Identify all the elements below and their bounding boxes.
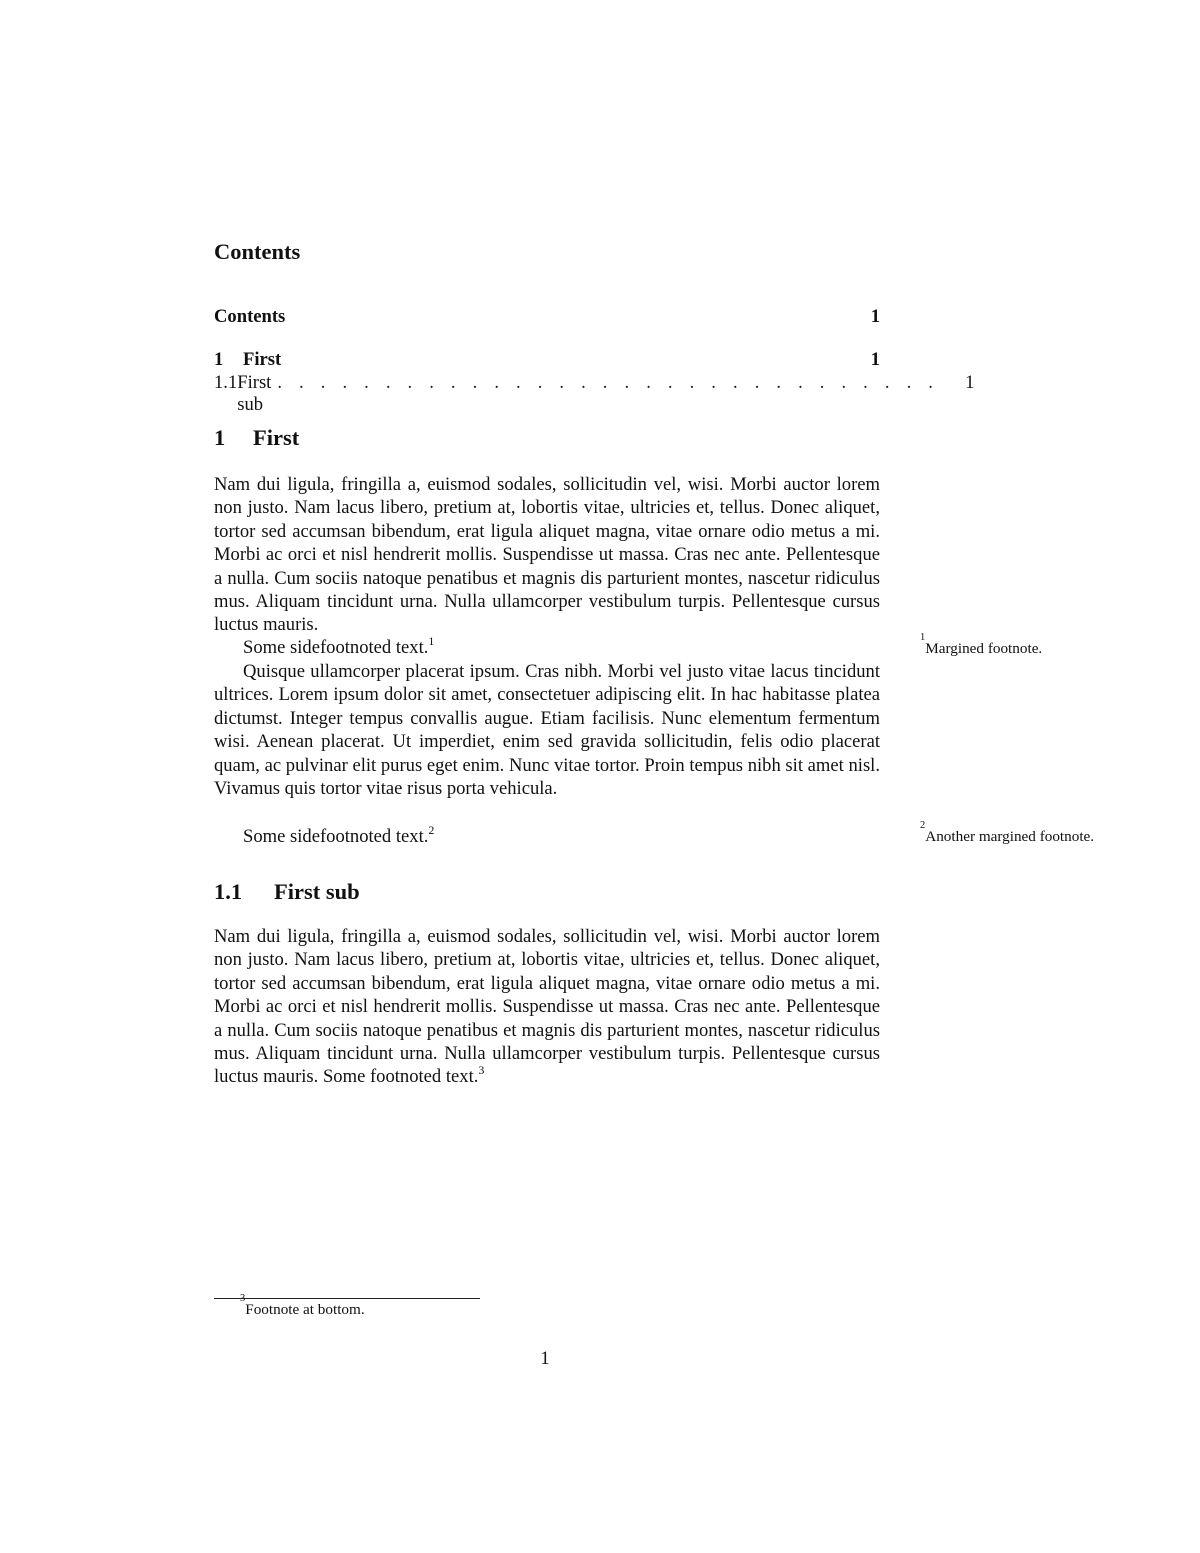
- section-heading-first: [214, 425, 299, 451]
- toc-entry-page: 1: [870, 306, 880, 327]
- paragraph-text: Nam dui ligula, fringilla a, euismod sodales, sollicitudin vel, wisi. Morbi auctor lorem non justo. Nam lacus libero, pretium at, lobortis vitae, ultricies et, tellus. Donec aliquet, tortor sed accumsan bibendum, erat ligula aliquet magna, vitae ornare odio metus a mi. Morbi ac orci et nisl hendrerit mollis. Suspendisse ut massa. Cras nec ante. Pellentesque a nulla. Cum sociis natoque penatibus et magnis dis parturient montes, nascetur ridiculus mus. Aliquam tincidunt urna. Nulla ullamcorper vestibulum turpis. Pellentesque cursus luctus mauris.: [214, 474, 880, 636]
- table-of-contents: [214, 306, 975, 415]
- paragraph: [214, 633, 880, 659]
- paragraph: [214, 660, 880, 800]
- paragraph: [214, 473, 880, 637]
- paragraph: [214, 822, 880, 848]
- sidenote-marker[interactable]: 1: [428, 633, 435, 648]
- sidenote-text: Some sidefootnoted text.: [243, 826, 429, 847]
- paragraph-text: Quisque ullamcorper placerat ipsum. Cras nibh. Morbi vel justo vitae lacus tincidunt ultrices. Lorem ipsum dolor sit amet, consectetuer adipiscing elit. In hac habitasse platea dictumst. Integer tempus convallis augue. Etiam facilisis. Nunc elementum fermentum wisi. Aenean placerat. Ut imperdiet, enim sed gravida sollicitudin, felis odio placerat quam, ac pulvinar elit purus eget enim. Nunc vitae tortor. Proin tempus nibh sit amet nisl. Vivamus quis tortor vitae risus porta vehicula.: [214, 661, 880, 800]
- contents-heading: Contents: [214, 239, 301, 264]
- page-number: 1: [540, 1348, 550, 1369]
- subsection-number: 1.1: [214, 879, 243, 904]
- toc-entry-contents[interactable]: [214, 306, 880, 330]
- footnote: [240, 1293, 365, 1319]
- sidenote-marker[interactable]: 2: [428, 822, 435, 837]
- toc-entry-number: 1.1: [214, 372, 238, 393]
- footnote-mark: 3: [240, 1293, 246, 1304]
- toc-entry-label: First: [243, 349, 282, 370]
- paragraph-text: Nam dui ligula, fringilla a, euismod sodales, sollicitudin vel, wisi. Morbi auctor lorem non justo. Nam lacus libero, pretium at, lobortis vitae, ultricies et, tellus. Donec aliquet, tortor sed accumsan bibendum, erat ligula aliquet magna, vitae ornare odio metus a mi. Morbi ac orci et nisl hendrerit mollis. Suspendisse ut massa. Cras nec ante. Pellentesque a nulla. Cum sociis natoque penatibus et magnis dis parturient montes, nascetur ridiculus mus. Aliquam tincidunt urna. Nulla ullamcorper vestibulum turpis. Pellentesque cursus luctus mauris. Some footnoted text.: [214, 926, 880, 1088]
- toc-entry-first-sub[interactable]: [214, 372, 975, 415]
- toc-entry-label: First sub: [237, 372, 272, 415]
- sidenote-text: Some sidefootnoted text.: [243, 637, 429, 658]
- toc-leader-dots: . . . . . . . . . . . . . . . . . . . . . . . . . . . . . . .: [277, 372, 940, 393]
- paragraph: [214, 925, 880, 1089]
- section-title: First: [253, 425, 300, 450]
- toc-entry-number: 1: [214, 349, 224, 370]
- subsection-title: First sub: [274, 879, 360, 904]
- toc-entry-page: 1: [870, 349, 880, 370]
- margin-note-mark: 2: [920, 820, 926, 831]
- section-number: 1: [214, 425, 226, 450]
- margin-note-text: Another margined footnote.: [925, 828, 1095, 845]
- footnote-text: Footnote at bottom.: [245, 1301, 365, 1318]
- subsection-heading-first-sub: [214, 879, 360, 905]
- toc-entry-page: 1: [965, 372, 975, 393]
- margin-note: [920, 820, 1095, 846]
- footnote-marker[interactable]: 3: [478, 1063, 485, 1078]
- margin-note-mark: 1: [920, 632, 926, 643]
- margin-note-text: Margined footnote.: [925, 640, 1043, 657]
- toc-entry-label: Contents: [214, 306, 286, 327]
- margin-note: [920, 632, 1043, 658]
- toc-entry-first[interactable]: [214, 349, 880, 373]
- footnote-rule: [214, 1298, 480, 1299]
